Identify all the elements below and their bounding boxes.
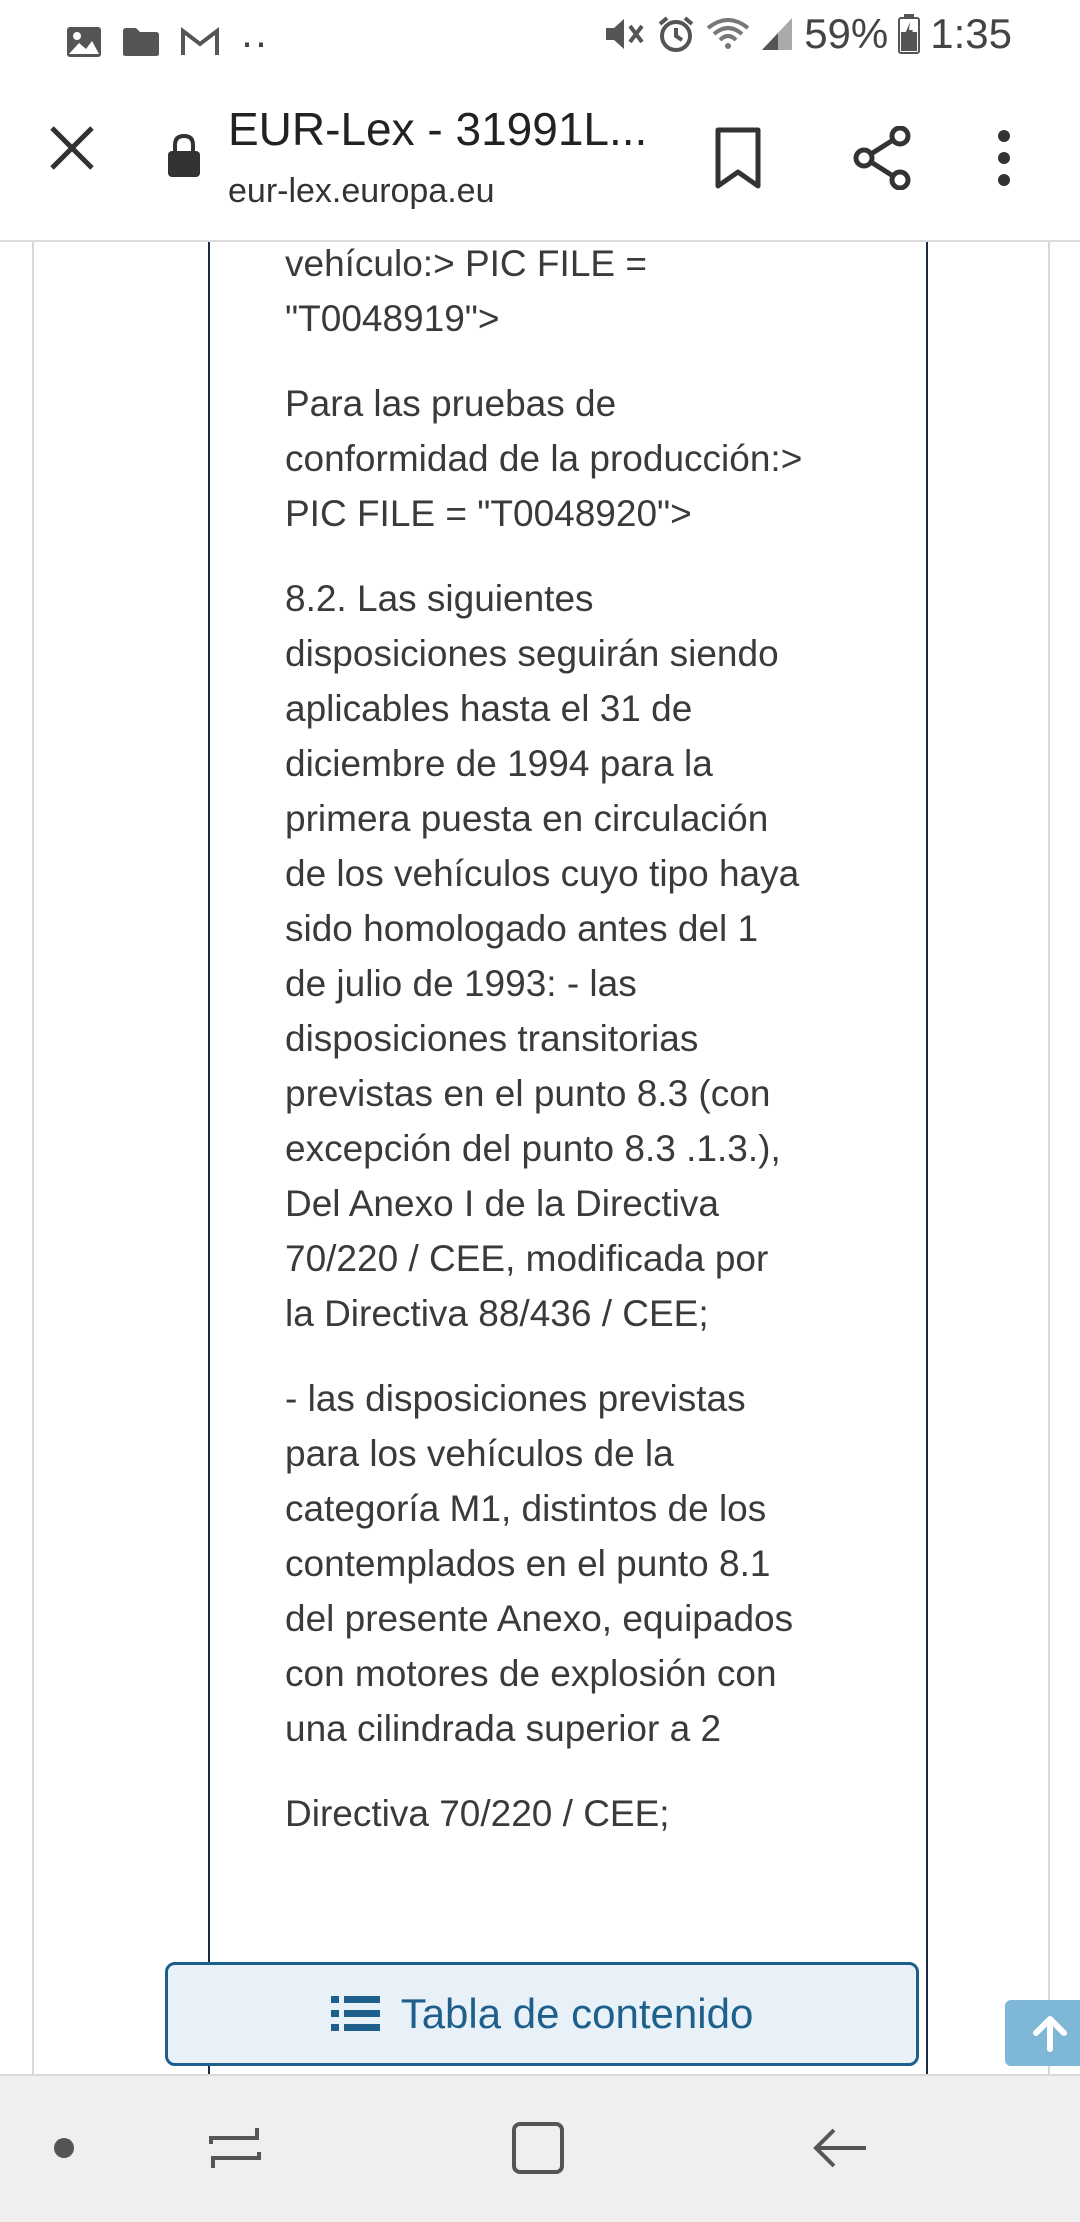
page-title[interactable]: EUR-Lex - 31991L... bbox=[228, 103, 648, 155]
paragraph: vehículo:> PIC FILE = "T0048919"> bbox=[285, 243, 647, 339]
gmail-icon bbox=[180, 27, 220, 57]
clock: 1:35 bbox=[930, 10, 1012, 57]
share-icon[interactable] bbox=[852, 126, 912, 190]
more-vert-icon[interactable] bbox=[994, 128, 1014, 188]
recent-apps-icon[interactable] bbox=[205, 2118, 265, 2178]
folder-icon bbox=[122, 27, 160, 57]
paragraph: Para las pruebas de conformidad de la producción:> PIC FILE = "T0048920"> bbox=[285, 383, 803, 534]
paragraph: Directiva 70/220 / CEE; bbox=[285, 1793, 670, 1834]
image-icon bbox=[66, 26, 102, 58]
home-icon[interactable] bbox=[508, 2118, 568, 2178]
list-icon bbox=[331, 1994, 381, 2034]
document-text bbox=[285, 242, 805, 1871]
bookmark-icon[interactable] bbox=[712, 126, 764, 190]
more-notifications-indicator: ·· bbox=[240, 18, 268, 65]
toc-label: Tabla de contenido bbox=[400, 1990, 754, 2037]
alarm-icon bbox=[656, 14, 696, 54]
paragraph: - las disposiciones previstas para los vehículos de la categoría M1, distintos de los contemplados en el punto 8.1 del presente Anexo, equipados con motores de explosión con una cilindrada superior a 2 bbox=[285, 1378, 794, 1749]
back-icon[interactable] bbox=[810, 2118, 870, 2178]
status-bar bbox=[0, 0, 1080, 72]
close-icon[interactable] bbox=[44, 120, 100, 176]
mute-icon bbox=[602, 14, 646, 54]
nav-dot-icon[interactable] bbox=[54, 2138, 74, 2158]
scroll-to-top-button[interactable] bbox=[1005, 2000, 1080, 2066]
battery-icon bbox=[898, 14, 920, 54]
paragraph: 8.2. Las siguientes disposiciones seguirán siendo aplicables hasta el 31 de diciembre de 1994 para la primera puesta en circulación de los vehículos cuyo tipo haya sido homologado antes del 1 de julio de 1993: - las disposiciones transitorias previstas en el punto 8.3 (con excepción del punto 8.3 .1.3.), Del Anexo I de la Directiva 70/220 / CEE, modificada por la Directiva 88/436 / CEE; bbox=[285, 578, 800, 1334]
system-navigation-bar bbox=[0, 2074, 1080, 2222]
battery-percent: 59% bbox=[804, 10, 889, 57]
browser-toolbar bbox=[0, 72, 1080, 242]
page-content[interactable] bbox=[0, 242, 1080, 2074]
table-of-contents-button[interactable] bbox=[165, 1962, 919, 2066]
arrow-up-icon bbox=[1030, 2013, 1070, 2053]
notification-icons bbox=[66, 18, 268, 66]
lock-icon bbox=[166, 132, 202, 178]
signal-icon bbox=[760, 16, 794, 52]
system-indicators bbox=[602, 10, 1012, 58]
wifi-icon bbox=[706, 16, 750, 52]
url-display[interactable]: eur-lex.europa.eu bbox=[228, 172, 495, 210]
